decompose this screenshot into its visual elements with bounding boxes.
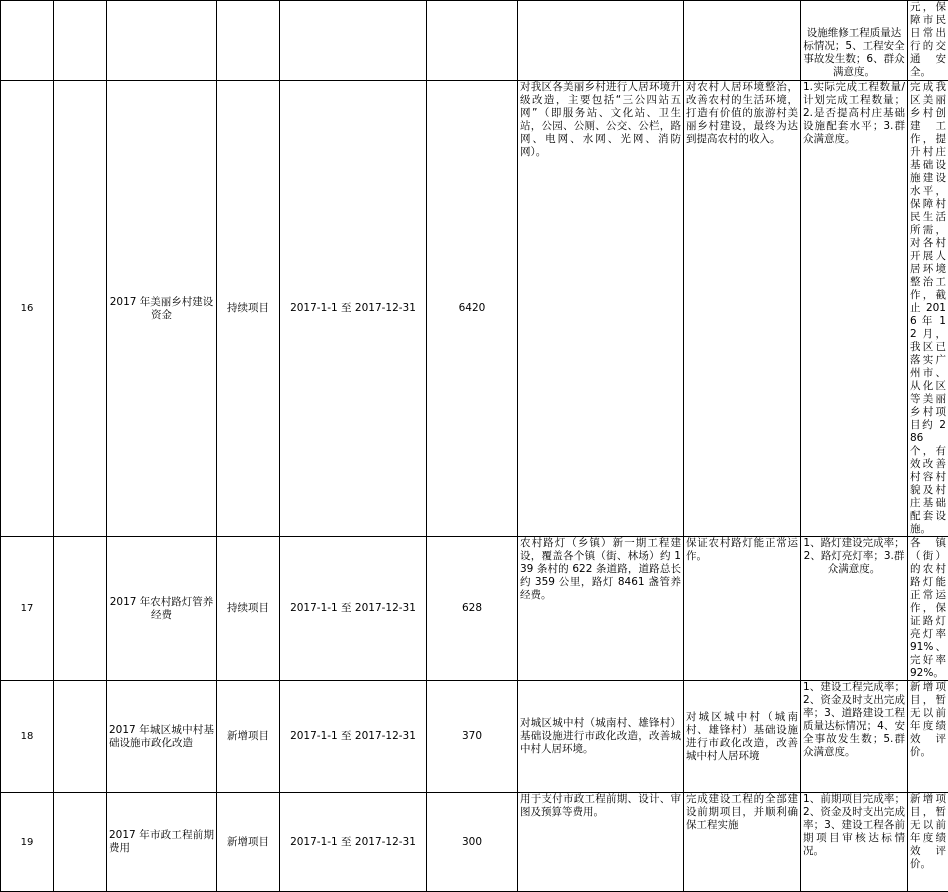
index-cell: 19	[1, 793, 54, 892]
result-cell	[908, 1, 948, 81]
period-cell: 2017-1-1 至 2017-12-31	[280, 681, 427, 793]
index-cell: 17	[1, 537, 54, 681]
result-cell: 新增项目，暂无以前年度绩效评价。	[908, 681, 948, 793]
amount-cell: 628	[427, 537, 518, 681]
table-row	[1, 793, 948, 892]
type-cell: 新增项目	[217, 681, 280, 793]
blank-cell	[54, 537, 107, 681]
goal-cell: 对城区城中村（城南村、雄锋村）基础设施进行市政化改造，改善城中村人居环境	[684, 681, 801, 793]
blank-cell	[54, 793, 107, 892]
name-cell: 2017 年农村路灯管养经费	[107, 537, 217, 681]
index-cell: 18	[1, 681, 54, 793]
table-row	[1, 537, 948, 681]
index-cell: 16	[1, 81, 54, 537]
content-cell: 农村路灯（乡镇）新一期工程建设，覆盖各个镇（街、林场）约 139 条村的 622 条道路，道路总长约 359 公里，路灯 8461 盏管养经费。	[518, 537, 684, 681]
type-cell: 新增项目	[217, 793, 280, 892]
indicator-cell: 1、路灯建设完成率；2、路灯亮灯率；3.群众满意度。	[801, 537, 908, 681]
amount-cell: 300	[427, 793, 518, 892]
goal-cell: 完成建设工程的全部建设前期项目，并顺利确保工程实施	[684, 793, 801, 892]
type-cell	[217, 1, 280, 81]
blank-cell	[54, 681, 107, 793]
blank-cell	[54, 1, 107, 81]
period-cell	[280, 1, 427, 81]
result-text: 元，保障市民日常出行的交通安全。	[910, 1, 946, 80]
table-row	[1, 81, 948, 537]
indicator-text: 设施维修工程质量达标情况；5、工程安全事故发生数；6、群众满意度。	[803, 27, 905, 79]
goal-cell: 对农村人居环境整治，改善农村的生活环境，打造有价值的旅游村美丽乡村建设，最终为达到提高农村的收入。	[684, 81, 801, 537]
type-cell: 持续项目	[217, 537, 280, 681]
period-cell: 2017-1-1 至 2017-12-31	[280, 537, 427, 681]
indicator-cell: 1、建设工程完成率；2、资金及时支出完成率；3、道路建设工程质量达标情况；4、安全事故发生数；5.群众满意度。	[801, 681, 908, 793]
content-cell	[518, 1, 684, 81]
goal-cell: 保证农村路灯能正常运作。	[684, 537, 801, 681]
name-cell: 2017 年美丽乡村建设资金	[107, 81, 217, 537]
table-row	[1, 681, 948, 793]
period-cell: 2017-1-1 至 2017-12-31	[280, 793, 427, 892]
goal-cell	[684, 1, 801, 81]
result-cell: 完成我区美丽乡村创建工作，提升村庄基础设施建设水平，保障村民生活所需，对各村开展人居环境整治工作，截止 2016 年 12 月，我区已落实广州市、从化区等美丽乡村项目约 286 个，有效改善村容村貌及村庄基础配套设施。	[908, 81, 948, 537]
index-cell	[1, 1, 54, 81]
period-cell: 2017-1-1 至 2017-12-31	[280, 81, 427, 537]
indicator-cell: 1、前期项目完成率；2、资金及时支出完成率；3、建设工程各前期项目审核达标情况。	[801, 793, 908, 892]
name-cell: 2017 年市政工程前期费用	[107, 793, 217, 892]
content-cell: 对我区各美丽乡村进行人居环境升级改造，主要包括“三公四站五网”（即服务站、文化站、卫生站，公园、公厕、公交、公栏，路网、电网、水网、光网、消防网）。	[518, 81, 684, 537]
amount-cell	[427, 1, 518, 81]
indicator-cell	[801, 1, 908, 81]
content-cell: 用于支付市政工程前期、设计、审图及预算等费用。	[518, 793, 684, 892]
amount-cell: 6420	[427, 81, 518, 537]
content-cell: 对城区城中村（城南村、雄锋村）基础设施进行市政化改造，改善城中村人居环境。	[518, 681, 684, 793]
indicator-cell: 1.实际完成工程数量/计划完成工程数量；2.是否提高村庄基础设施配套水平；3.群众满意度。	[801, 81, 908, 537]
name-cell: 2017 年城区城中村基础设施市政化改造	[107, 681, 217, 793]
name-cell	[107, 1, 217, 81]
result-cell: 各镇（街）的农村路灯能正常运作，保证路灯亮灯率 91%、完好率 92%。	[908, 537, 948, 681]
table-row	[1, 1, 948, 81]
blank-cell	[54, 81, 107, 537]
amount-cell: 370	[427, 681, 518, 793]
type-cell: 持续项目	[217, 81, 280, 537]
result-cell: 新增项目，暂无以前年度绩效评价。	[908, 793, 948, 892]
